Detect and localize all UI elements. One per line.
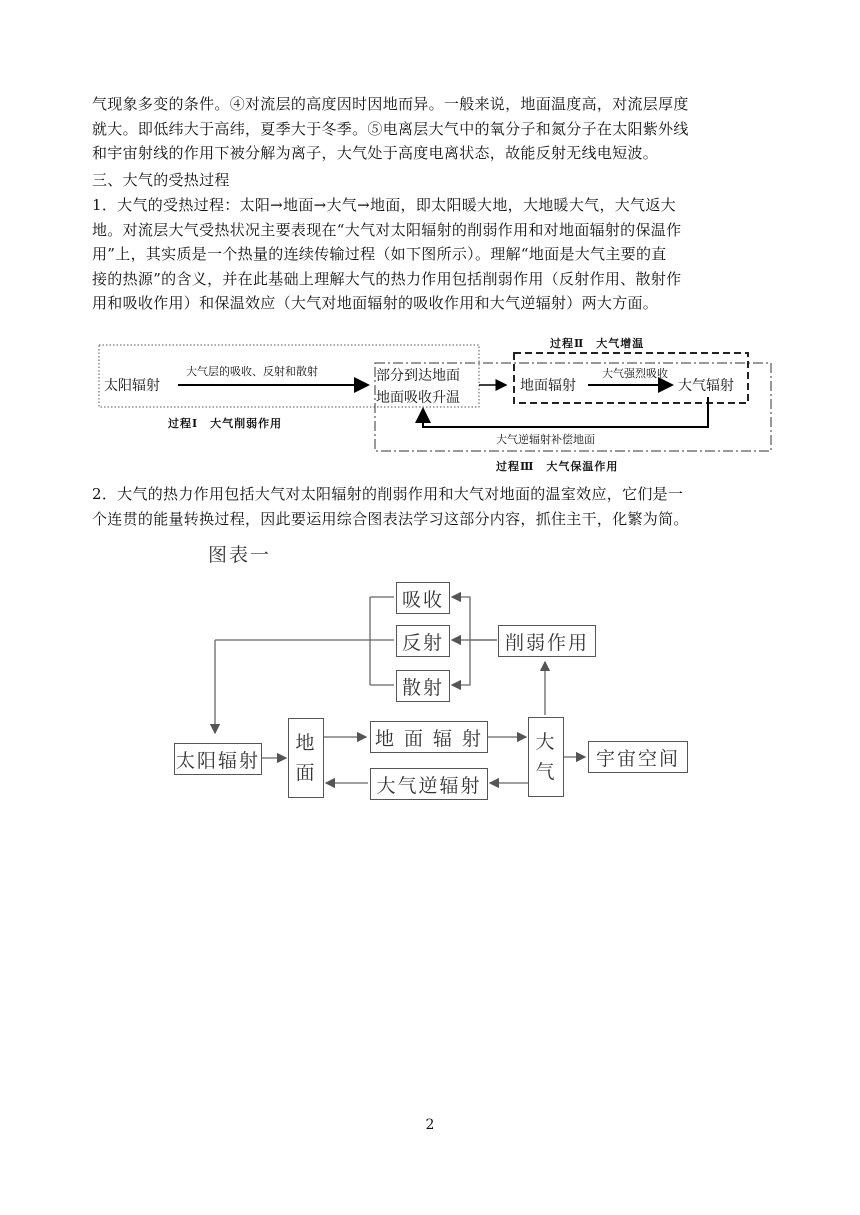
text-line: 2．大气的热力作用包括大气对太阳辐射的削弱作用和大气对地面的温室效应，它们是一: [92, 485, 684, 503]
page-number: 2: [425, 1117, 435, 1133]
solar-radiation-label: 太阳辐射: [104, 378, 160, 394]
atmo-radiation-label: 大气辐射: [678, 378, 734, 394]
solar-radiation-box: 太阳辐射: [174, 743, 262, 775]
section-heading: 三、大气的受热过程: [92, 171, 230, 189]
text-line: 气现象多变的条件。④对流层的高度因时因地而异。一般来说，地面温度高，对流层厚度: [92, 95, 689, 113]
text-line: 接的热源”的含义，并在此基础上理解大气的热力作用包括削弱作用（反射作用、散射作: [92, 269, 682, 288]
weaken-box: 削弱作用: [498, 625, 596, 657]
text-line: 地。对流层大气受热状况主要表现在“大气对太阳辐射的削弱作用和对地面辐射的保温作: [92, 220, 682, 239]
outer-space-box: 宇宙空间: [588, 741, 688, 773]
chart-title: 图表一: [208, 544, 272, 566]
process-3-label: 过程Ⅲ 大气保温作用: [496, 460, 619, 473]
text-line: 1．大气的受热过程：太阳→地面→大气→地面，即太阳暖大地，大地暖大气，大气返大: [92, 196, 676, 214]
text-line: 用和吸收作用）和保温效应（大气对地面辐射的吸收作用和大气逆辐射）两大方面。: [92, 294, 659, 313]
atmosphere-char-2: 气: [535, 761, 557, 783]
process-2-label: 过程Ⅱ 大气增温: [550, 337, 645, 350]
process-1-label: 过程Ⅰ 大气削弱作用: [168, 417, 283, 430]
absorb-box: 吸收: [396, 582, 450, 614]
arrow1-label: 大气层的吸收、反射和散射: [186, 365, 318, 378]
ground-box: [288, 718, 324, 798]
heating-process-diagram: [96, 335, 776, 475]
reflect-box: 反射: [396, 625, 450, 657]
text-line: 个连贯的能量转换过程，因此要运用综合图表法学习这部分内容，抓住主干，化繁为简。: [92, 509, 689, 528]
counter-radiation-label: 大气逆辐射补偿地面: [496, 433, 595, 446]
text-line: 和宇宙射线的作用下被分解为离子，大气处于高度电离状态，故能反射无线电短波。: [92, 144, 659, 163]
ground-reach-label: 部分到达地面: [376, 368, 460, 384]
scatter-box: 散射: [396, 670, 450, 702]
ground-char-1: 地: [295, 732, 317, 754]
ground-char-2: 面: [295, 762, 317, 784]
paragraph-1: [92, 193, 772, 316]
paragraph-2: [92, 482, 772, 531]
ground-absorb-label: 地面吸收升温: [376, 390, 460, 406]
ground-radiation-box: 地 面 辐 射: [370, 721, 488, 753]
text-line: 用”上，其实质是一个热量的连续传输过程（如下图所示）。理解“地面是大气主要的直: [92, 245, 667, 264]
text-line: 就大。即低纬大于高纬，夏季大于冬季。⑤电离层大气中的氧分子和氮分子在太阳紫外线: [92, 119, 689, 138]
atmosphere-char-1: 大: [535, 731, 557, 753]
counter-radiation-box: 大气逆辐射: [370, 768, 488, 800]
arrow2-label: 大气强烈吸收: [602, 367, 668, 380]
ground-radiation-label: 地面辐射: [520, 378, 576, 394]
paragraph-top: [92, 92, 772, 166]
atmosphere-box: [528, 717, 564, 797]
chart-one-diagram: [160, 540, 720, 810]
